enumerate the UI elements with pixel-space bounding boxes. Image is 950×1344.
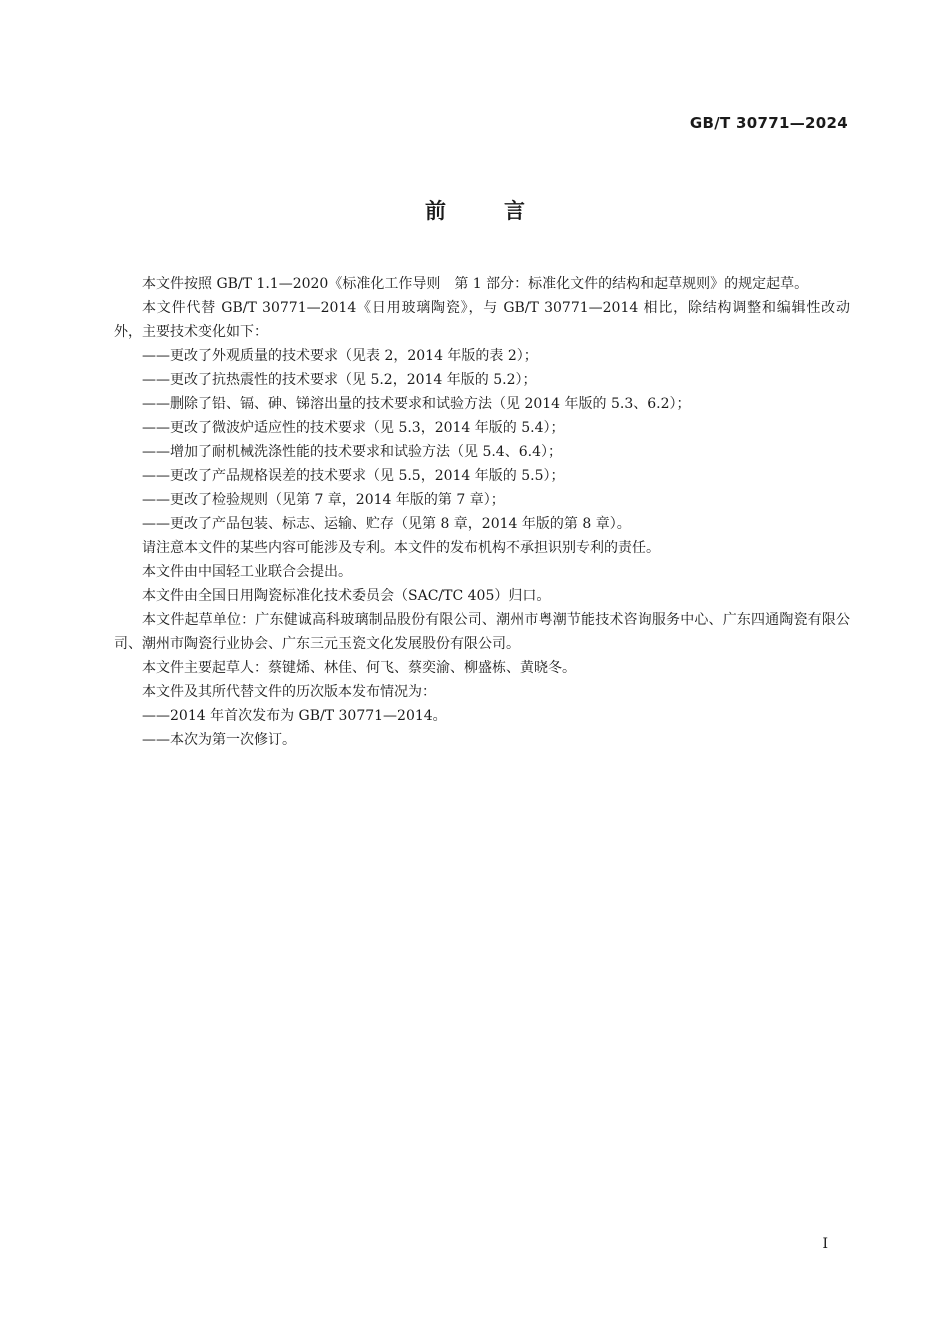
paragraph-drafting-units: 本文件起草单位：广东健诚高科玻璃制品股份有限公司、潮州市粤潮节能技术咨询服务中心、广东四通陶瓷有限公司、潮州市陶瓷行业协会、广东三元玉瓷文化发展股份有限公司。 (114, 612, 850, 652)
list-item: ——删除了铅、镉、砷、锑溶出量的技术要求和试验方法（见 2014 年版的 5.3、6.2）； (142, 396, 691, 412)
list-item: ——增加了耐机械洗涤性能的技术要求和试验方法（见 5.4、6.4）； (142, 444, 562, 460)
version-history-list (114, 704, 850, 752)
paragraph-version-history: 本文件及其所代替文件的历次版本发布情况为： (142, 684, 436, 700)
list-item: ——2014 年首次发布为 GB/T 30771—2014。 (142, 708, 447, 724)
list-item: ——更改了检验规则（见第 7 章，2014 年版的第 7 章）； (142, 492, 505, 508)
paragraph-drafting-rules: 本文件按照 GB/T 1.1—2020《标准化工作导则 第 1 部分：标准化文件的结构和起草规则》的规定起草。 (142, 276, 809, 292)
page-number: I (822, 1236, 828, 1252)
paragraph-replacement: 本文件代替 GB/T 30771—2014《日用玻璃陶瓷》，与 GB/T 30771—2014 相比，除结构调整和编辑性改动外，主要技术变化如下： (114, 300, 850, 340)
list-item: ——更改了外观质量的技术要求（见表 2，2014 年版的表 2）； (142, 348, 538, 364)
paragraph-technical-committee: 本文件由全国日用陶瓷标准化技术委员会（SAC/TC 405）归口。 (142, 588, 551, 604)
page-title: 前言 (425, 199, 583, 223)
list-item: ——更改了产品包装、标志、运输、贮存（见第 8 章，2014 年版的第 8 章）。 (142, 516, 631, 532)
list-item: ——更改了微波炉适应性的技术要求（见 5.3，2014 年版的 5.4）； (142, 420, 565, 436)
list-item: ——更改了产品规格误差的技术要求（见 5.5，2014 年版的 5.5）； (142, 468, 565, 484)
paragraph-patent-notice: 请注意本文件的某些内容可能涉及专利。本文件的发布机构不承担识别专利的责任。 (142, 540, 660, 556)
document-code: GB/T 30771—2024 (689, 114, 848, 132)
foreword-body (114, 272, 850, 752)
list-item: ——本次为第一次修订。 (142, 732, 296, 748)
paragraph-drafters: 本文件主要起草人：蔡键烯、林佳、何飞、蔡奕渝、柳盛栋、黄晓冬。 (142, 660, 576, 676)
list-item: ——更改了抗热震性的技术要求（见 5.2，2014 年版的 5.2）； (142, 372, 537, 388)
technical-changes-list (114, 344, 850, 536)
paragraph-proposer: 本文件由中国轻工业联合会提出。 (142, 564, 352, 580)
